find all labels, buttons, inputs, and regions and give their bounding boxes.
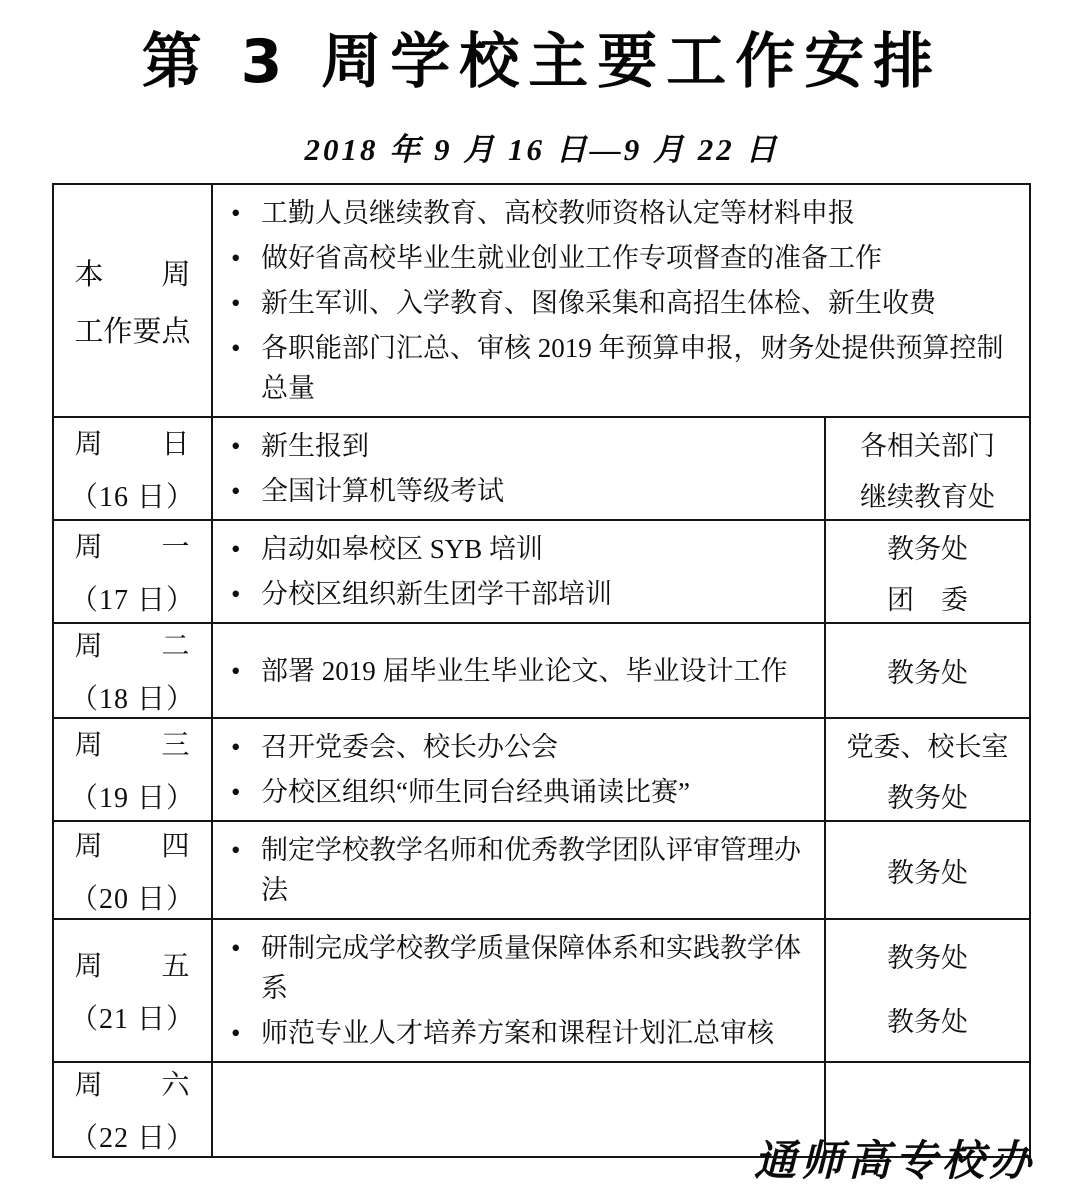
bullet-icon: • [231,579,241,609]
dept-cell [824,822,1029,918]
task-text: 新生报到 [261,431,369,461]
task-text: 分校区组织新生团学干部培训 [261,579,612,609]
day-label: 周 六 [74,1070,191,1101]
task-item [231,727,816,767]
bullet-icon: • [231,933,241,963]
tasks-cell [211,822,824,918]
dept-cell [824,418,1029,519]
task-text: 召开党委会、校长办公会 [261,732,558,762]
bullet-icon: • [231,333,241,363]
day-cell [54,719,211,820]
bullet-icon: • [231,288,241,318]
table-row-thursday [54,820,1029,918]
dept-label: 教务处 [887,533,968,564]
bullet-icon: • [231,1018,241,1048]
summary-tasks-cell [211,185,1029,416]
dept-label: 教务处 [887,1007,968,1037]
tasks-cell-empty [211,1063,824,1156]
summary-task-text: 做好省高校毕业生就业创业工作专项督查的准备工作 [261,243,882,273]
tasks-cell [211,920,824,1061]
summary-task-item [231,238,1021,278]
tasks-cell [211,624,824,717]
day-cell [54,920,211,1061]
summary-task-text: 工勤人员继续教育、高校教师资格认定等材料申报 [261,198,855,228]
summary-label-line1: 本 周 [74,258,191,291]
day-label: 周 五 [74,951,191,982]
dept-cell [824,521,1029,622]
day-label: 周 日 [74,429,191,460]
date-label: （18 日） [69,684,195,715]
table-row-monday [54,519,1029,622]
dept-label: 各相关部门 [860,430,995,461]
table-row-summary [54,185,1029,416]
bullet-icon: • [231,732,241,762]
dept-label: 教务处 [887,857,968,888]
table-row-wednesday [54,717,1029,820]
bullet-icon: • [231,198,241,228]
office-signature: 通师高专校办 [753,1139,1036,1185]
task-text: 全国计算机等级考试 [261,476,504,506]
bullet-icon: • [231,476,241,506]
table-row-sunday [54,416,1029,519]
bullet-icon: • [231,534,241,564]
date-label: （21 日） [69,1004,195,1035]
dept-label: 教务处 [887,658,968,688]
day-label: 周 二 [74,631,191,662]
task-item [231,574,816,614]
dept-label: 继续教育处 [860,481,995,512]
bullet-icon: • [231,243,241,273]
task-text: 分校区组织“师生同台经典诵读比赛” [261,777,690,807]
bullet-icon: • [231,835,241,865]
summary-task-item [231,328,1021,408]
task-item [231,651,816,691]
summary-label-cell [54,185,211,416]
summary-label-line2: 工作要点 [74,315,191,348]
task-text: 部署 2019 届毕业生毕业论文、毕业设计工作 [261,655,788,686]
task-item [231,529,816,569]
table-row-tuesday [54,622,1029,717]
date-label: （16 日） [69,482,195,513]
bullet-icon: • [231,655,241,686]
task-item [231,1013,816,1053]
date-label: （19 日） [69,783,195,814]
dept-cell [824,624,1029,717]
day-label: 周 一 [74,532,191,563]
task-item [231,830,816,910]
tasks-cell [211,521,824,622]
page-title: 第 3 周学校主要工作安排 [141,27,943,97]
day-cell [54,624,211,717]
date-label: （20 日） [69,883,195,915]
summary-task-item [231,283,1021,323]
day-cell [54,1063,211,1156]
task-item [231,772,816,812]
task-text: 师范专业人才培养方案和课程计划汇总审核 [261,1018,774,1048]
day-cell [54,418,211,519]
day-label: 周 三 [74,730,191,761]
dept-cell [824,920,1029,1061]
date-label: （22 日） [69,1123,195,1154]
day-label: 周 四 [74,830,191,862]
task-item [231,426,816,466]
day-cell [54,822,211,918]
tasks-cell [211,418,824,519]
date-label: （17 日） [69,585,195,616]
task-item [231,471,816,511]
weekly-work-table [52,183,1031,1158]
summary-task-text: 新生军训、入学教育、图像采集和高招生体检、新生收费 [261,288,936,318]
table-row-friday [54,918,1029,1061]
dept-label: 教务处 [887,782,968,813]
bullet-icon: • [231,777,241,807]
task-item [231,928,816,1008]
day-cell [54,521,211,622]
tasks-cell [211,719,824,820]
task-text: 制定学校教学名师和优秀教学团队评审管理办法 [261,835,801,905]
task-text: 研制完成学校教学质量保障体系和实践教学体系 [261,933,801,1003]
dept-label: 党委、校长室 [846,731,1009,762]
date-range-subtitle: 2018 年 9 月 16 日—9 月 22 日 [304,132,780,167]
bullet-icon: • [231,431,241,461]
dept-cell [824,719,1029,820]
dept-label: 团 委 [887,584,968,615]
summary-task-text: 各职能部门汇总、审核 2019 年预算申报，财务处提供预算控制总量 [261,333,1004,403]
summary-task-item [231,193,1021,233]
dept-label: 教务处 [887,943,968,973]
task-text: 启动如皋校区 SYB 培训 [261,534,544,564]
